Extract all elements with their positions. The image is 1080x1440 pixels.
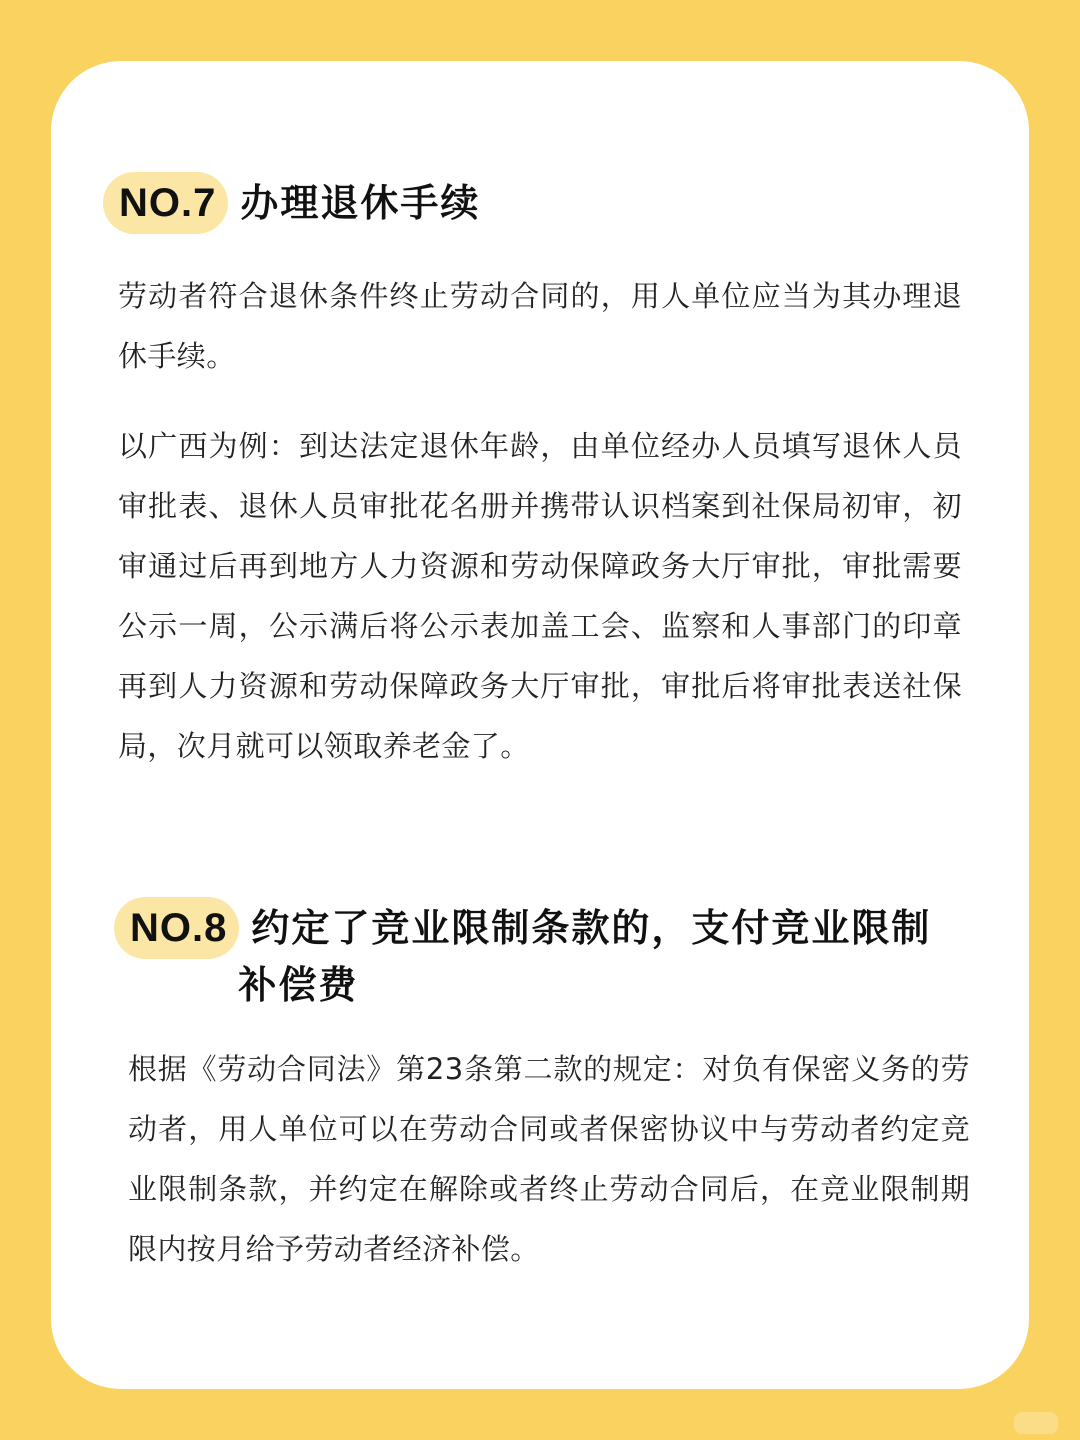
section-7-paragraph-2: 以广西为例：到达法定退休年龄，由单位经办人员填写退休人员审批表、退休人员审批花名册并携带认识档案到社保局初审，初审通过后再到地方人力资源和劳动保障政务大厅审批，审批需要公示一周，公示满后将公示表加盖工会、监察和人事部门的印章再到人力资源和劳动保障政务大厅审批，审批后将审批表送社保局，次月就可以领取养老金了。 <box>118 429 962 763</box>
section-8-badge: NO.8 <box>114 897 239 959</box>
section-8-header <box>114 897 931 1011</box>
section-7-header <box>103 172 480 234</box>
section-8-title <box>239 897 931 1011</box>
section-7-title: 办理退休手续 <box>240 181 481 225</box>
watermark-mark <box>1014 1412 1058 1434</box>
section-8-paragraph: 根据《劳动合同法》第23条第二款的规定：对负有保密义务的劳动者，用人单位可以在劳动合同或者保密协议中与劳动者约定竞业限制条款，并约定在解除或者终止劳动合同后，在竞业限制期限内按月给予劳动者经济补偿。 <box>128 1052 970 1266</box>
section-8-title-line-1: 约定了竞业限制条款的，支付竞业限制 <box>251 906 932 950</box>
section-7-badge: NO.7 <box>103 172 228 234</box>
section-7-paragraph-1: 劳动者符合退休条件终止劳动合同的，用人单位应当为其办理退休手续。 <box>118 279 962 373</box>
section-8-title-line-2: 补偿费 <box>238 963 359 1007</box>
